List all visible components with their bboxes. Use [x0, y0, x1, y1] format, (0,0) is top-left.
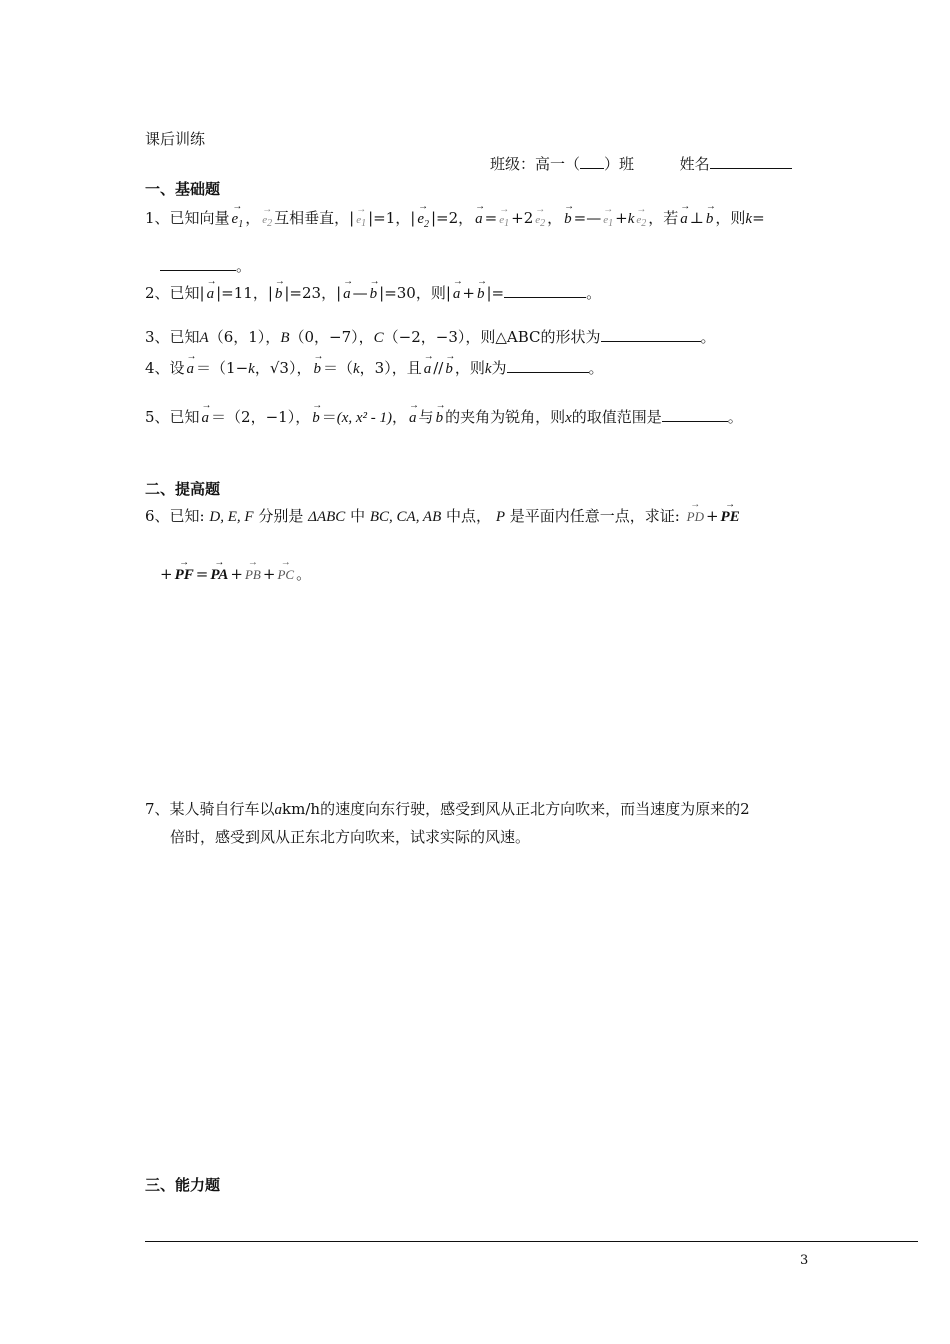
- q6-sides: BC, CA, AB: [369, 509, 442, 525]
- q5-blank[interactable]: [662, 407, 728, 422]
- q3-text: 3、已知: [145, 328, 200, 346]
- point-c: C: [373, 330, 384, 346]
- q5-b-val: (x, x² - 1): [336, 410, 393, 426]
- question-7-cont: 倍时，感受到风从正东北方向吹来，试求实际的风速。: [170, 828, 531, 846]
- vector-e1-a: → e1: [499, 214, 509, 229]
- footer-rule: [145, 1241, 918, 1242]
- class-label: 班级：高一（: [490, 155, 581, 173]
- vector-pc: → PC: [277, 567, 294, 583]
- q6-points: D, E, F: [209, 509, 254, 525]
- vector-b: → b: [445, 361, 453, 378]
- class-name-row: [490, 153, 792, 174]
- q5-and: 与: [418, 408, 434, 426]
- vector-b: → b: [370, 286, 378, 303]
- q6-triangle: ΔABC: [308, 509, 346, 525]
- q4-k: k: [248, 361, 255, 377]
- parallel-symbol: //: [433, 359, 444, 377]
- q6-plus4: +: [262, 565, 276, 583]
- question-1: [145, 207, 765, 230]
- q1-blank[interactable]: [160, 256, 236, 271]
- q7-a: a: [274, 802, 283, 818]
- q1-norm2: |=2，: [430, 209, 474, 227]
- class-close: ）班: [604, 155, 635, 173]
- vector-e1-b: → e1: [603, 214, 613, 229]
- q4-sep: ，: [254, 359, 270, 377]
- name-label: 姓名: [679, 155, 710, 173]
- q1-b-def: =—: [573, 209, 602, 227]
- q4-a-def: ＝（1−: [196, 359, 249, 377]
- q1-then: ，则: [715, 209, 746, 227]
- vector-pe: → PE: [721, 509, 740, 526]
- section-ability: 三、能力题: [145, 1176, 221, 1194]
- question-4: [145, 357, 604, 378]
- vector-e2-small: → e2: [262, 214, 272, 229]
- vector-e1-norm: → e1: [356, 214, 366, 229]
- vector-a: → a: [187, 361, 195, 378]
- vector-b: → b: [312, 410, 320, 427]
- q6-eq: =: [195, 565, 209, 583]
- q6-p: P: [495, 509, 505, 525]
- q4-text: 4、设: [145, 359, 185, 377]
- section-title-text: 课后训练: [145, 130, 206, 148]
- vector-b: → b: [313, 361, 321, 378]
- vector-e2-norm: → $e_2$: [417, 211, 429, 230]
- q1-perp-text: 互相垂直，|: [274, 209, 355, 227]
- q2-norm-sum: |=: [486, 284, 505, 302]
- q6-text: 6、已知:: [145, 507, 205, 525]
- point-a: A: [199, 330, 209, 346]
- vector-b-perp: → b: [706, 211, 714, 228]
- section-title: [145, 128, 205, 149]
- q6-t4: 中点，: [446, 507, 492, 525]
- q2-norm-b: |=23，|: [284, 284, 342, 302]
- question-3: [145, 326, 716, 347]
- q3-end: 。: [700, 328, 716, 346]
- q1-plus2: +2: [511, 209, 534, 227]
- q2-minus: —: [352, 284, 368, 302]
- question-7: [145, 798, 750, 819]
- q5-a-def: ＝（2，−1），: [211, 408, 311, 426]
- q2-norm-a: |=11，|: [216, 284, 273, 302]
- q1-end: 。: [236, 257, 252, 275]
- q5-rest2: 的取值范围是: [571, 408, 662, 426]
- vector-b: → b: [436, 410, 444, 427]
- q6-t2: 分别是: [258, 507, 304, 525]
- q5-end: 。: [727, 408, 743, 426]
- q5-x: x: [565, 410, 572, 426]
- point-a-coord: （6，1），: [208, 328, 281, 346]
- page-number: 3: [800, 1253, 809, 1268]
- q6-plus3: +: [230, 565, 243, 583]
- vector-a-perp: → a: [680, 211, 688, 228]
- q5-sep: ，: [392, 408, 408, 426]
- vector-pf: → PF: [175, 567, 194, 584]
- vector-a: → a: [475, 211, 483, 228]
- sqrt3: √3: [269, 359, 289, 377]
- section-basic: 一、基础题: [145, 180, 221, 198]
- vector-a: → a: [207, 286, 215, 303]
- q1-norm1: |=1，|: [368, 209, 416, 227]
- q4-b-def: ＝（: [322, 359, 353, 377]
- name-blank[interactable]: [710, 154, 792, 169]
- vector-a: → a: [424, 361, 432, 378]
- vector-e2-b: → e2: [636, 214, 646, 229]
- q1-k2: k: [745, 211, 753, 227]
- q4-blank[interactable]: [507, 358, 589, 373]
- q1-cond: ，若: [648, 209, 679, 227]
- q2-text: 2、已知|: [145, 284, 205, 302]
- point-b: B: [280, 330, 290, 346]
- question-6-cont: [160, 563, 311, 584]
- class-blank[interactable]: [580, 154, 604, 169]
- perp-symbol: ⊥: [689, 209, 704, 227]
- q6-t3: 中: [350, 507, 366, 525]
- q6-end: 。: [296, 565, 312, 583]
- vector-a: → a: [202, 410, 210, 427]
- q2-end: 。: [586, 284, 602, 302]
- q3-blank[interactable]: [601, 327, 701, 342]
- q1-k: k: [627, 211, 635, 227]
- vector-b: → b: [477, 286, 485, 303]
- q7-text2: km/h的速度向东行驶，感受到风从正北方向吹来，而当速度为原来的2: [282, 800, 750, 818]
- question-6: [145, 505, 742, 526]
- q5-b-def: ＝: [321, 408, 337, 426]
- q1-answer-line: [160, 255, 251, 276]
- vector-e2-a: → e2: [535, 214, 545, 229]
- q6-t5: 是平面内任意一点，求证:: [509, 507, 680, 525]
- q4-for: 为: [491, 359, 507, 377]
- question-5: [145, 406, 743, 427]
- q4-end: 。: [588, 359, 604, 377]
- q2-plus: +: [462, 284, 475, 302]
- q4-b-rest: ，3），且: [359, 359, 422, 377]
- q1-comma: ，: [245, 209, 261, 227]
- q5-rest: 的夹角为锐角，则: [445, 408, 566, 426]
- vector-a: → a: [409, 410, 417, 427]
- q6-plus1: +: [705, 507, 719, 525]
- vector-a: → a: [453, 286, 461, 303]
- q2-norm-diff: |=30，则|: [379, 284, 451, 302]
- q1-plusk: +: [615, 209, 628, 227]
- vector-pd: → PD: [687, 509, 704, 525]
- q4-k2: k: [353, 361, 360, 377]
- point-c-coord: （−2，−3），则△ABC的形状为: [383, 328, 601, 346]
- q1-eq: =: [752, 209, 765, 227]
- q7-text1: 7、某人骑自行车以: [145, 800, 275, 818]
- section-advanced: 二、提高题: [145, 480, 221, 498]
- point-b-coord: （0，−7），: [289, 328, 374, 346]
- q4-k3: k: [484, 361, 492, 377]
- q2-blank[interactable]: [504, 283, 586, 298]
- vector-b: → b: [275, 286, 283, 303]
- vector-a: → a: [343, 286, 351, 303]
- vector-pa: → PA: [210, 567, 228, 584]
- q4-close: ），: [288, 359, 312, 377]
- q1-comma2: ，: [547, 209, 563, 227]
- vector-e1: → $e_1$: [232, 211, 244, 230]
- question-2: [145, 282, 601, 303]
- q1-text: 1、已知向量: [145, 209, 230, 227]
- q5-text: 5、已知: [145, 408, 200, 426]
- q1-a-def: =: [484, 209, 498, 227]
- vector-pb: → PB: [245, 567, 261, 583]
- q6-plus2: +: [160, 565, 173, 583]
- q4-then: ，则: [454, 359, 485, 377]
- vector-b: → b: [564, 211, 572, 228]
